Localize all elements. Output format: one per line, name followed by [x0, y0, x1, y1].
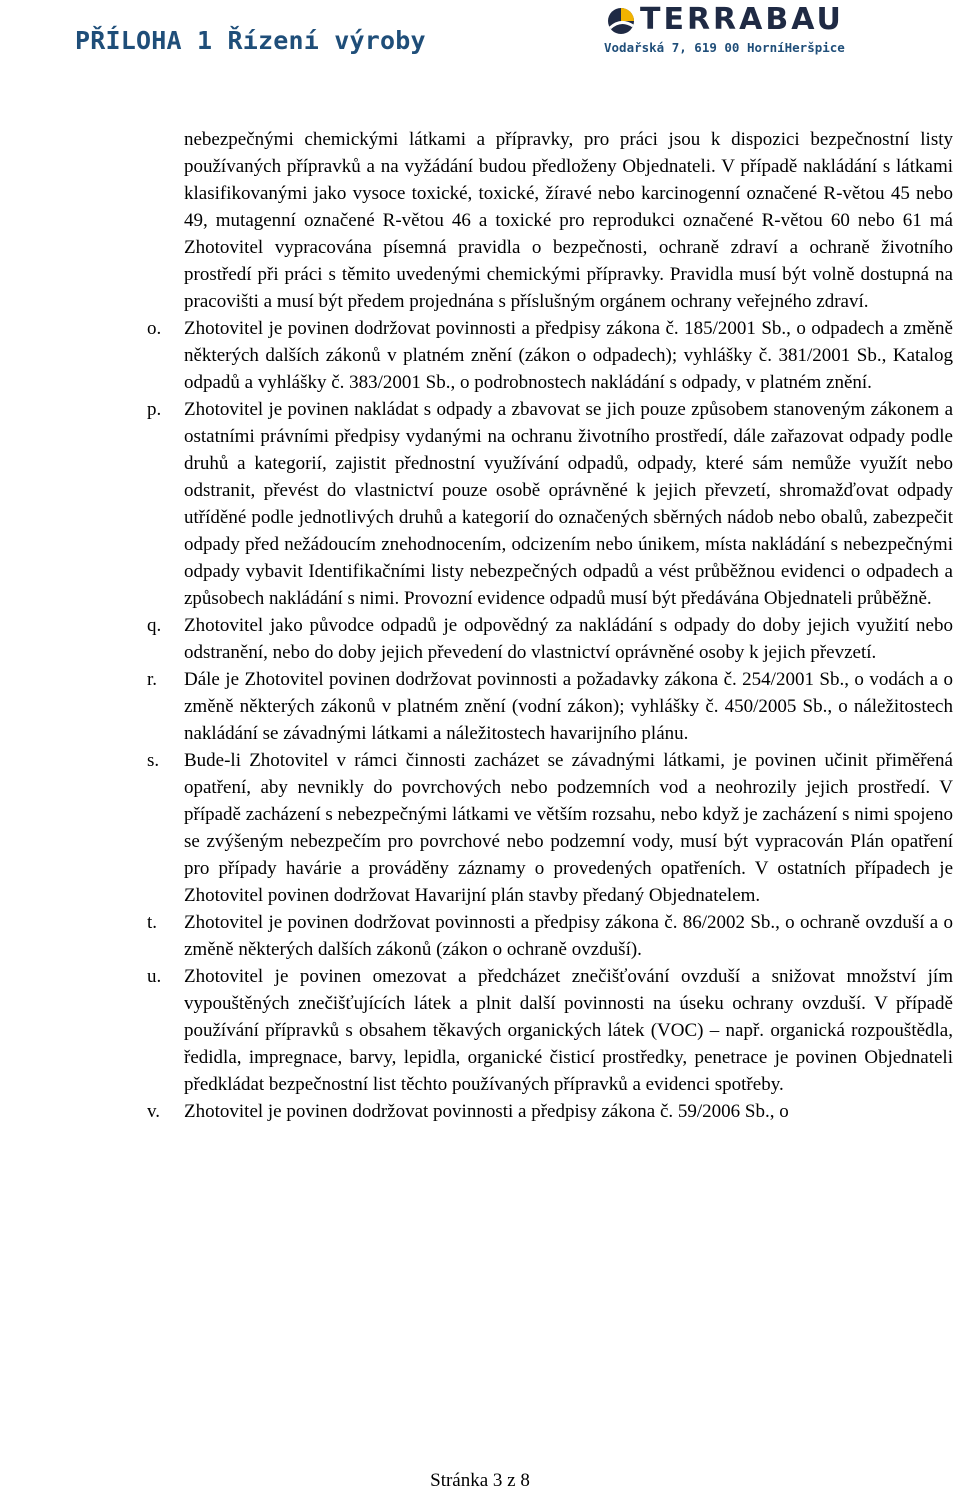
list-item: [147, 612, 953, 666]
list-item-text: Zhotovitel je povinen omezovat a předcházet znečišťování ovzduší a snižovat množství jím vypouštěných znečišťujících látek a plnit další povinnosti na úseku ochrany ovzduší. V případě používání přípravků s obsahem těkavých organických látek (VOC) – např. organická rozpouštědla, ředidla, impregnace, barvy, lepidla, organické čisticí prostředky, penetrace je povinen Objednateli předkládat bezpečnostní list těchto používaných přípravků a evidenci spotřeby.: [184, 966, 953, 1095]
list-item: [147, 909, 953, 963]
list-marker: q.: [147, 615, 162, 636]
intro-paragraph: nebezpečnými chemickými látkami a přípravky, pro práci jsou k dispozici bezpečnostní listy používaných přípravků a na vyžádání budou předloženy Objednateli. V případě nakládání s látkami klasifikovanými jako vysoce toxické, toxické, žíravé nebo karcinogenní označené R-větou 45 nebo 49, mutagenní označené R-větou 46 a toxické pro reprodukci označené R-větou 60 nebo 61 má Zhotovitel vypracována písemná pravidla o bezpečnosti, ochraně zdraví a ochraně životního prostředí při práci s těmito uvedenými chemickými přípravky. Pravidla musí být volně dostupná na pracovišti a musí být předem projednána s příslušným orgánem ochrany veřejného zdraví.: [184, 129, 953, 312]
header-address: Vodařská 7, 619 00 HorníHeršpice: [604, 40, 845, 55]
document-body: [147, 126, 953, 1125]
list-marker: s.: [147, 750, 160, 771]
list-item: [147, 963, 953, 1098]
list-item: [147, 666, 953, 747]
list-item: [147, 747, 953, 909]
header-title: PŘÍLOHA 1 Řízení výroby: [75, 26, 426, 55]
list-marker: r.: [147, 669, 158, 690]
list-marker: t.: [147, 912, 158, 933]
list-item-text: Dále je Zhotovitel povinen dodržovat povinnosti a požadavky zákona č. 254/2001 Sb., o vodách a o změně některých zákonů v platném znění (vodní zákon); vyhlášky č. 450/2005 Sb., o náležitostech nakládání se závadnými látkami a náležitostech havarijního plánu.: [184, 669, 953, 744]
list-marker: p.: [147, 399, 162, 420]
list-item-text: Zhotovitel je povinen dodržovat povinnosti a předpisy zákona č. 86/2002 Sb., o ochraně ovzduší a o změně některých dalších zákonů (zákon o ochraně ovzduší).: [184, 912, 953, 960]
list-item-text: Zhotovitel jako původce odpadů je odpovědný za nakládání s odpady do doby jejich využití nebo odstranění, nebo do doby jejich převedení do vlastnictví oprávněné osoby k jejich převzetí.: [184, 615, 953, 663]
list-marker: v.: [147, 1101, 161, 1122]
list-item: [147, 396, 953, 612]
list-item-text: Bude-li Zhotovitel v rámci činnosti zacházet se závadnými látkami, je povinen učinit přiměřená opatření, aby nevnikly do povrchových nebo podzemních vod a neohrozily jejich prostředí. V případě zacházení s nebezpečnými látkami ve větším rozsahu, nebo když je zacházení s nimi spojeno se zvýšeným nebezpečím pro povrchové nebo podzemní vody, musí být vypracován Plán opatření pro případy havárie a prováděny záznamy o provedených opatřeních. V ostatních případech je Zhotovitel povinen dodržovat Havarijní plán stavby předaný Objednatelem.: [184, 750, 953, 906]
list-marker: u.: [147, 966, 162, 987]
list-marker: o.: [147, 318, 162, 339]
company-logo: [604, 2, 876, 42]
page-header: [0, 0, 960, 78]
list-item-text: Zhotovitel je povinen dodržovat povinnosti a předpisy zákona č. 185/2001 Sb., o odpadech a změně některých dalších zákonů v platném znění (zákon o odpadech); vyhlášky č. 381/2001 Sb., Katalog odpadů a vyhlášky č. 383/2001 Sb., o podrobnostech nakládání s odpady, v platném znění.: [184, 318, 953, 393]
list-item-text: Zhotovitel je povinen dodržovat povinnosti a předpisy zákona č. 59/2006 Sb., o: [184, 1101, 789, 1122]
list-item: [147, 315, 953, 396]
list-item-text: Zhotovitel je povinen nakládat s odpady a zbavovat se jich pouze způsobem stanoveným zákonem a ostatními právními předpisy vydanými na ochranu životního prostředí, dále zařazovat odpady podle druhů a kategorií, zajistit přednostní využívání odpadů, odpady, které sám nemůže využít nebo odstranit, převést do vlastnictví pouze osobě oprávněné k jejich převzetí, shromažďovat odpady utříděné podle jednotlivých druhů a kategorií do označených sběrných nádob nebo obalů, zabezpečit odpady před nežádoucím znehodnocením, odcizením nebo únikem, místa nakládání s nebezpečnými odpady vybavit Identifikačními listy nebezpečných odpadů a vést průběžnou evidenci o odpadech a způsobech nakládání s nimi. Provozní evidence odpadů musí být předávána Objednateli průběžně.: [184, 399, 953, 609]
list-item: [147, 1098, 953, 1125]
logo-mark-icon: [606, 6, 636, 36]
page-number: Stránka 3 z 8: [430, 1470, 530, 1491]
logo-text: TERRABAU: [640, 2, 844, 37]
